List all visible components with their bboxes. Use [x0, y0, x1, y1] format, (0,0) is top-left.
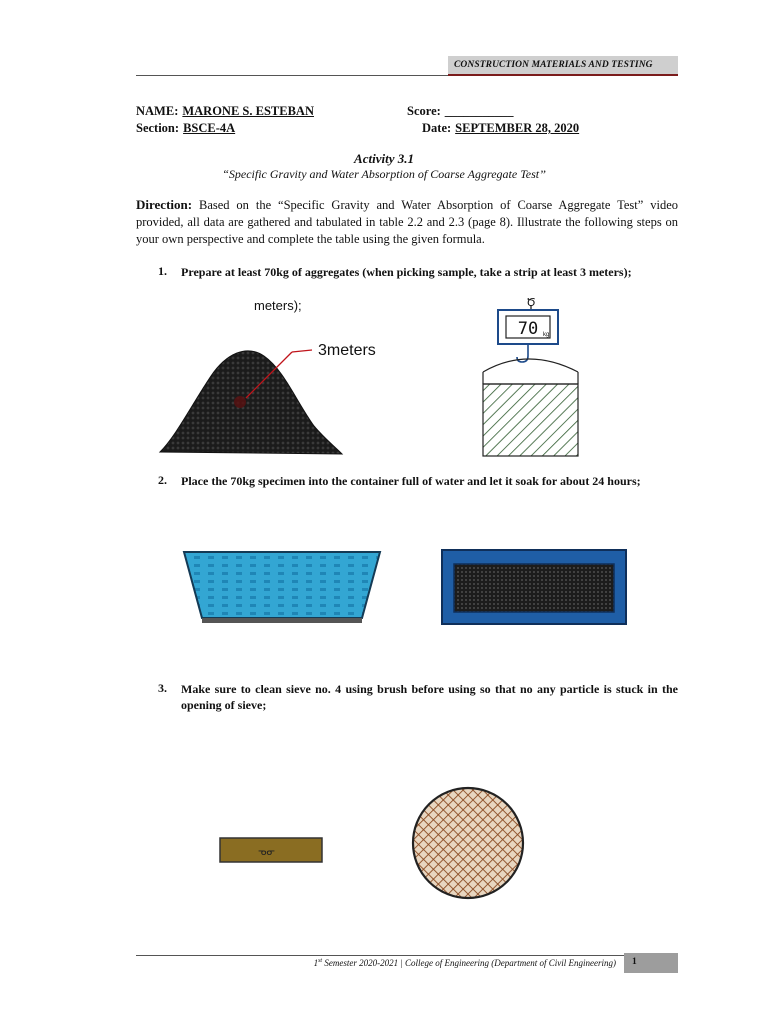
step-3-illustration — [176, 730, 566, 910]
date-line — [422, 119, 579, 137]
section-line — [136, 119, 235, 137]
name-line — [136, 102, 314, 120]
activity-title: Activity 3.1 — [354, 151, 414, 166]
course-title: CONSTRUCTION MATERIALS AND TESTING — [454, 60, 653, 70]
step-1-text: Prepare at least 70kg of aggregates (when picking sample, take a strip at least 3 meters); — [181, 265, 632, 279]
step-1-illustration — [136, 296, 630, 466]
pile-length-label: 3meters — [318, 342, 376, 359]
score-label: Score: — [407, 104, 441, 118]
aggregate-pile-and-scale-drawing — [136, 296, 630, 466]
water-container-side — [184, 552, 380, 618]
footer-rule — [136, 955, 624, 956]
step-2-illustration — [136, 506, 706, 662]
sieve-no-4 — [413, 788, 523, 898]
step-3-number: 3. — [158, 681, 167, 695]
direction-label: Direction: — [136, 197, 193, 212]
footer-text — [136, 958, 616, 968]
step-3-text: Make sure to clean sieve no. 4 using brush before using so that no any particle is stuck in the opening of sieve; — [181, 682, 678, 712]
semester-suffix: st — [318, 958, 323, 964]
direction-text: Based on the “Specific Gravity and Water Absorption of Coarse Aggregate Test” video provided, all data are gathered and tabulated in table 2.2 and 2.3 (page 8). Illustrate the following steps on your own perspective and complete the table using the given formula. — [136, 198, 678, 246]
page-number-box — [624, 953, 678, 973]
section-value: BSCE-4A — [183, 121, 236, 135]
section-label: Section: — [136, 121, 180, 135]
activity-subtitle: “Specific Gravity and Water Absorption of Coarse Aggregate Test’’ — [222, 167, 546, 181]
name-label: NAME: — [136, 104, 179, 118]
hook-ring-mark: Ծ — [526, 296, 536, 309]
illustration-caption: meters); — [254, 298, 302, 313]
step-2-text: Place the 70kg specimen into the container full of water and let it soak for about 24 hours; — [181, 474, 641, 488]
course-header — [448, 56, 678, 76]
soaking-containers-drawing — [136, 506, 706, 662]
score-line — [407, 102, 514, 120]
sieve-and-brush-drawing — [176, 730, 566, 910]
aggregate-pile — [160, 351, 342, 454]
step-2-number: 2. — [158, 473, 167, 487]
scale-reading: 70 — [517, 319, 539, 339]
page-number: 1 — [632, 957, 637, 967]
date-label: Date: — [422, 121, 452, 135]
footer-college: Semester 2020-2021 | College of Engineering (Department of Civil Engineering) — [322, 958, 616, 968]
scale-unit: kg — [543, 332, 550, 338]
direction-paragraph — [136, 196, 678, 248]
semester-number: 1 — [313, 958, 319, 968]
header-rule — [136, 75, 448, 76]
score-value: ___________ — [444, 104, 514, 118]
name-value: MARONE S. ESTEBAN — [182, 104, 314, 118]
date-value: SEPTEMBER 28, 2020 — [455, 121, 580, 135]
brush-mark: ᓀᓂ — [258, 847, 276, 858]
step-1-number: 1. — [158, 264, 167, 278]
